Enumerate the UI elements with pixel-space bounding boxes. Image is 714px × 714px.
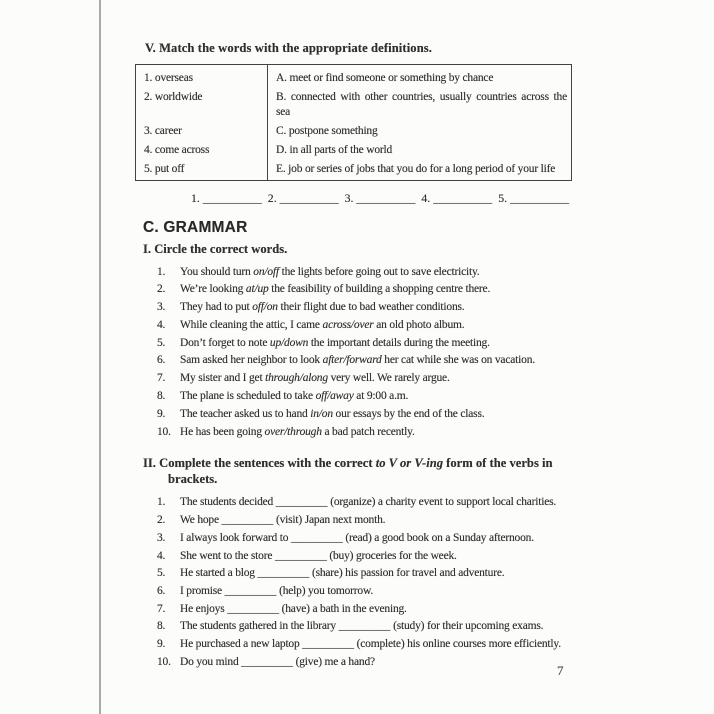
sentence-post: the lights before going out to save electricity. xyxy=(278,265,480,278)
sentence-pre: Don’t forget to note xyxy=(180,336,270,349)
answer-blank-line: __________ xyxy=(279,190,339,205)
sentence-pre: She went to the store xyxy=(180,549,275,562)
exercise-1-item xyxy=(157,335,572,353)
sentence-pre: The plane is scheduled to take xyxy=(180,390,316,403)
table-row xyxy=(136,161,572,181)
item-sentence xyxy=(180,531,572,545)
item-number: 1. xyxy=(157,496,166,509)
answer-slot xyxy=(191,191,262,206)
sentence-post: our essays by the end of the class. xyxy=(332,407,485,420)
sentence-pre: My sister and I get xyxy=(180,372,266,385)
definition-cell: C. postpone something xyxy=(268,123,572,142)
item-sentence xyxy=(180,352,572,370)
sentence-pre: He started a blog xyxy=(180,567,258,580)
answer-slot xyxy=(345,191,416,206)
item-sentence xyxy=(180,602,572,616)
sentence-pre: Do you mind xyxy=(180,655,242,668)
answer-blank-line: __________ xyxy=(433,190,493,205)
fill-in-blank-line: _________ xyxy=(257,567,310,580)
item-number: 5. xyxy=(157,336,166,349)
sentence-pre: The teacher asked us to hand xyxy=(180,407,311,420)
answer-blank-line: __________ xyxy=(356,190,416,205)
sentence-post: the important details during the meeting. xyxy=(308,336,490,349)
item-number: 4. xyxy=(157,318,166,331)
sentence-pre: He purchased a new laptop xyxy=(180,638,303,651)
exercise-1-item xyxy=(157,424,572,442)
sentence-post: an old photo album. xyxy=(373,318,465,331)
sentence-pre: You should turn xyxy=(180,265,254,278)
exercise-2-item xyxy=(157,655,572,669)
exercise-2-title-post: form of the verbs in brackets. xyxy=(168,456,553,486)
item-sentence xyxy=(180,264,572,282)
item-sentence xyxy=(180,406,572,424)
item-sentence xyxy=(180,495,572,509)
exercise-1-list xyxy=(135,264,572,442)
word-choices: up/down xyxy=(269,336,309,349)
table-row xyxy=(136,142,572,161)
match-table xyxy=(135,64,572,181)
match-table-body xyxy=(136,65,572,181)
item-sentence xyxy=(180,317,572,335)
sentence-pre: They had to put xyxy=(180,301,253,314)
fill-in-blank-line: _________ xyxy=(302,638,354,651)
item-number: 9. xyxy=(157,638,166,651)
item-number: 9. xyxy=(157,407,166,420)
sentence-post: (complete) his online courses more efficiently. xyxy=(353,638,561,651)
item-sentence xyxy=(180,637,572,651)
exercise-2-item xyxy=(157,531,572,545)
answer-label: 2. xyxy=(267,190,277,205)
sentence-post: a bad patch recently. xyxy=(321,425,415,438)
sentence-post: (read) a good book on a Sunday afternoon. xyxy=(342,531,534,544)
exercise-1-item xyxy=(157,406,572,424)
item-number: 8. xyxy=(157,620,166,633)
exercise-2-item xyxy=(157,513,572,527)
sentence-post: the feasibility of building a shopping centre there. xyxy=(268,283,491,296)
item-number: 5. xyxy=(157,567,166,580)
word-choices: on/off xyxy=(253,265,279,278)
word-choices: at/up xyxy=(245,283,269,296)
sentence-post: (have) a bath in the evening. xyxy=(278,602,407,615)
item-number: 2. xyxy=(157,514,166,527)
sentence-pre: While cleaning the attic, I came xyxy=(180,318,323,331)
exercise-1-item xyxy=(157,352,572,370)
exercise-2-item xyxy=(157,549,572,563)
item-number: 7. xyxy=(157,602,166,615)
sentence-pre: I always look forward to xyxy=(180,531,291,544)
item-sentence xyxy=(180,299,572,317)
table-row xyxy=(136,89,572,123)
exercise-2-item xyxy=(157,602,572,616)
answer-blank-line: __________ xyxy=(510,190,569,205)
sentence-pre: I promise xyxy=(180,584,225,597)
answer-label: 1. xyxy=(191,190,200,205)
sentence-post: (organize) a charity event to support local charities. xyxy=(327,496,557,509)
item-number: 6. xyxy=(157,584,166,597)
page-content xyxy=(135,0,572,673)
answer-label: 3. xyxy=(344,190,354,205)
item-number: 10. xyxy=(157,655,171,668)
fill-in-blank-line: _________ xyxy=(221,514,274,527)
exercise-2-list xyxy=(135,495,572,669)
item-number: 3. xyxy=(157,531,166,544)
answer-slot xyxy=(498,191,569,206)
word-cell: 1. overseas xyxy=(144,72,193,84)
word-choices: across/over xyxy=(322,318,374,331)
word-choices: through/along xyxy=(265,372,328,385)
exercise-2-title-emphasis: to V or V-ing xyxy=(375,456,444,471)
sentence-post: at 9:00 a.m. xyxy=(353,390,409,403)
exercise-1-item xyxy=(157,299,572,317)
answer-blank-line: __________ xyxy=(202,190,262,205)
item-number: 1. xyxy=(157,265,166,278)
exercise-2-item xyxy=(157,584,572,598)
item-sentence xyxy=(180,281,572,299)
item-sentence xyxy=(180,388,572,406)
sentence-pre: He has been going xyxy=(180,425,265,438)
item-number: 2. xyxy=(157,283,166,296)
definition-cell: A. meet or find someone or something by chance xyxy=(268,65,572,89)
item-number: 6. xyxy=(157,354,166,367)
item-sentence xyxy=(180,513,572,527)
item-number: 8. xyxy=(157,390,166,403)
item-sentence xyxy=(180,655,572,669)
item-number: 4. xyxy=(157,549,166,562)
answer-label: 4. xyxy=(421,190,431,205)
exercise-2-item xyxy=(157,566,572,580)
sentence-pre: He enjoys xyxy=(180,602,228,615)
page-binding-line xyxy=(99,0,101,714)
table-row xyxy=(136,123,572,142)
sentence-post: (visit) Japan next month. xyxy=(273,514,386,527)
word-cell: 2. worldwide xyxy=(144,91,203,103)
item-number: 10. xyxy=(157,425,171,438)
item-sentence xyxy=(180,566,572,580)
sentence-post: (share) his passion for travel and adventure. xyxy=(309,567,505,580)
item-number: 7. xyxy=(157,372,166,385)
exercise-2-item xyxy=(157,619,572,633)
exercise-1-item xyxy=(157,370,572,388)
definition-cell: E. job or series of jobs that you do for a long period of your life xyxy=(268,161,572,181)
word-choices: after/forward xyxy=(322,354,382,367)
item-sentence xyxy=(180,584,572,598)
item-sentence xyxy=(180,335,572,353)
word-cell: 5. put off xyxy=(144,163,185,175)
fill-in-blank-line: _________ xyxy=(227,602,279,615)
sentence-post: very well. We rarely argue. xyxy=(327,372,450,385)
definition-cell: B. connected with other countries, usually countries across the sea xyxy=(268,89,572,123)
fill-in-blank-line: _________ xyxy=(290,531,343,544)
sentence-pre: We hope xyxy=(180,514,222,527)
answers-row xyxy=(191,191,572,206)
word-choices: over/through xyxy=(264,425,322,438)
match-section-title: V. Match the words with the appropriate definitions. xyxy=(145,41,433,55)
sentence-pre: We’re looking xyxy=(180,283,246,296)
word-choices: off/on xyxy=(252,301,278,314)
fill-in-blank-line: _________ xyxy=(338,620,391,633)
item-sentence xyxy=(180,370,572,388)
word-choices: off/away xyxy=(315,390,354,403)
fill-in-blank-line: _________ xyxy=(241,655,293,668)
definition-cell: D. in all parts of the world xyxy=(268,142,572,161)
exercise-1-item xyxy=(157,264,572,282)
item-number: 3. xyxy=(157,301,166,314)
item-sentence xyxy=(180,424,572,442)
exercise-1-item xyxy=(157,281,572,299)
page-number: 7 xyxy=(557,663,564,678)
sentence-post: (buy) groceries for the week. xyxy=(326,549,457,562)
sentence-post: (study) for their upcoming exams. xyxy=(390,620,544,633)
exercise-2-title-pre: II. Complete the sentences with the correct xyxy=(143,456,376,471)
sentence-post: their flight due to bad weather conditions. xyxy=(277,301,465,314)
exercise-1-title: I. Circle the correct words. xyxy=(143,241,288,256)
grammar-section-title: C. GRAMMAR xyxy=(143,218,248,236)
exercise-2-item xyxy=(157,495,572,509)
fill-in-blank-line: _________ xyxy=(274,549,327,562)
fill-in-blank-line: _________ xyxy=(275,496,328,509)
sentence-pre: The students decided xyxy=(180,496,276,509)
fill-in-blank-line: _________ xyxy=(224,584,277,597)
exercise-2-title xyxy=(143,456,572,487)
sentence-post: (help) you tomorrow. xyxy=(276,584,374,597)
word-cell: 4. come across xyxy=(144,144,210,156)
answer-slot xyxy=(421,191,492,206)
sentence-pre: Sam asked her neighbor to look xyxy=(180,354,323,367)
table-row xyxy=(136,65,572,89)
exercise-1-item xyxy=(157,388,572,406)
exercise-2-item xyxy=(157,637,572,651)
answer-slot xyxy=(268,191,339,206)
sentence-pre: The students gathered in the library xyxy=(180,620,339,633)
item-sentence xyxy=(180,549,572,563)
exercise-1-item xyxy=(157,317,572,335)
answer-label: 5. xyxy=(498,190,508,205)
sentence-post: her cat while she was on vacation. xyxy=(381,354,535,367)
word-cell: 3. career xyxy=(144,125,182,137)
sentence-post: (give) me a hand? xyxy=(292,655,375,668)
word-choices: in/on xyxy=(310,407,333,420)
item-sentence xyxy=(180,619,572,633)
